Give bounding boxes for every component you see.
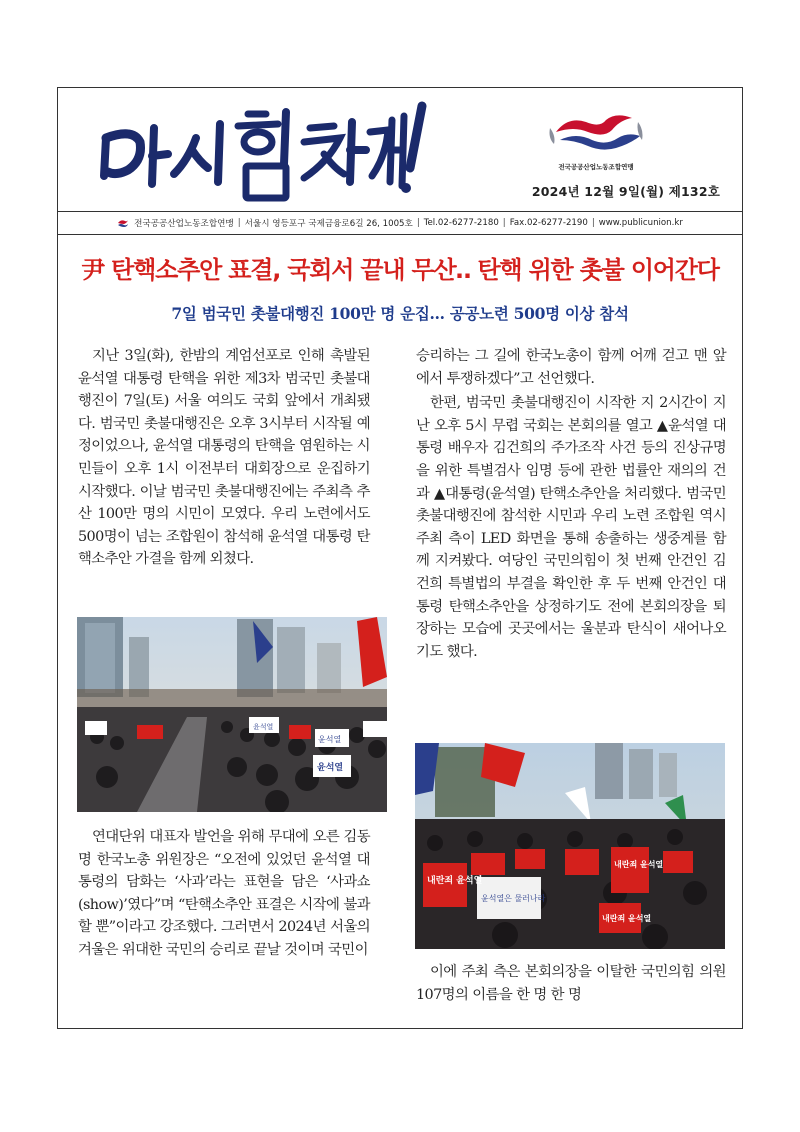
rally-photo-right-image [415,743,725,949]
article-column-left-bottom [78,826,370,962]
issue-date: 2024년 12월 9일(월) 제132호 [531,184,720,199]
protest-sign-text: 내란죄 윤석열 [427,876,483,886]
protest-sign-text: 윤석열 [318,735,342,744]
newsletter-page [57,87,743,1029]
article-column-right-top [416,345,726,663]
protest-sign-text: 윤석열 [317,763,344,773]
contact-address: 서울시 영등포구 국제금융로6길 26, 1005호 [244,219,413,229]
contact-bar [58,211,742,235]
article-paragraph: 한편, 범국민 촛불대행진이 시작한 지 2시간이 지난 오후 5시 무렵 국회는 본회의를 열고 ▲윤석열 대통령 배우자 김건희의 주가조작 사건 등의 진상규명을 위한 특별검사 임명 등에 관한 법률안 재의의 건과 ▲대통령(윤석열) 탄핵소추안을 처리했다. 범국민 촛불대행진에 참석한 시민과 우리 노련 조합원 역시 주최 측이 LED 화면을 통해 송출하는 생중계를 함께 지켜봤다. 여당인 국민의힘이 첫 번째 안건인 김건희 특별법의 부결을 확인한 후 두 번째 안건인 대통령 탄핵소추안을 상정하기도 전에 본회의장을 퇴장하는 모습에 곳곳에서는 울분과 탄식이 새어나오기도 했다. [416,395,726,660]
article-paragraph: 연대단위 대표자 발언을 위해 무대에 오른 김동명 한국노총 위원장은 “오전에 있었던 윤석열 대통령의 담화는 ‘사과’라는 표현을 담은 ‘사과쇼(show)’였다”며 “탄핵소추안 표결은 시작에 불과할 뿐”이라고 강조했다. 그러면서 2024년 서울의 겨울은 위대한 국민의 승리로 끝날 것이며 국민이 [78,829,370,958]
article-headline: 尹 탄핵소추안 표결, 국회서 끝내 무산‥ 탄핵 위한 촛불 이어간다 [81,256,719,284]
protest-sign-text: 내란죄 윤석열 [602,914,652,923]
divider: | [416,218,420,228]
article-column-left-top [78,345,370,571]
protest-sign-text: 내란죄 윤석열 [614,860,664,869]
divider: | [591,218,595,228]
union-logo-caption: 전국공공산업노동조합연맹 [558,163,634,171]
divider: | [237,218,241,228]
union-mini-logo-icon [117,219,129,228]
protest-sign-text: 윤석열 [253,723,274,731]
article-paragraph: 이에 주최 측은 본회의장을 이탈한 국민의힘 의원 107명의 이름을 한 명 한 명 [416,964,726,1003]
article-subheadline: 7일 범국민 촛불대행진 100만 명 운집… 공공노련 500명 이상 참석 [171,304,629,323]
contact-fax: Fax.02-6277-2190 [509,218,588,228]
article-paragraph: 지난 3일(화), 한밤의 계엄선포로 인해 촉발된 윤석열 대통령 탄핵을 위한 제3차 범국민 촛불대행진이 7일(토) 서울 여의도 국회 앞에서 개최됐다. 범국민 촛불대행진은 오후 3시부터 시작될 예정이었으나, 윤석열 대통령의 탄핵을 염원하는 시민들이 오후 1시 이전부터 대회장으로 운집하기 시작했다. 이날 범국민 촛불대행진에는 주최측 추산 100만 명의 시민이 모였다. 우리 노련에서도 500명이 넘는 조합원이 참석해 윤석열 대통령 탄핵소추안 가결을 함께 외쳤다. [78,348,370,568]
article-column-right-bottom [416,961,726,1006]
contact-website-link[interactable]: www.publicunion.kr [598,218,683,228]
union-logo [546,110,646,154]
masthead [58,88,742,210]
rally-photo-left-image [77,617,387,812]
masthead-title-calligraphy [88,98,428,208]
article-paragraph: 승리하는 그 길에 한국노총이 함께 어깨 걷고 맨 앞에서 투쟁하겠다”고 선언했다. [416,348,726,387]
contact-tel: Tel.02-6277-2180 [423,218,499,228]
rally-photo-left [77,617,387,812]
protest-sign-text: 윤석열은 물러나라 [481,894,546,903]
contact-org: 전국공공산업노동조합연맹 [134,219,234,229]
divider: | [502,218,506,228]
masthead-title-text: 다시 힘차게! [88,98,94,99]
rally-photo-right [415,743,725,949]
